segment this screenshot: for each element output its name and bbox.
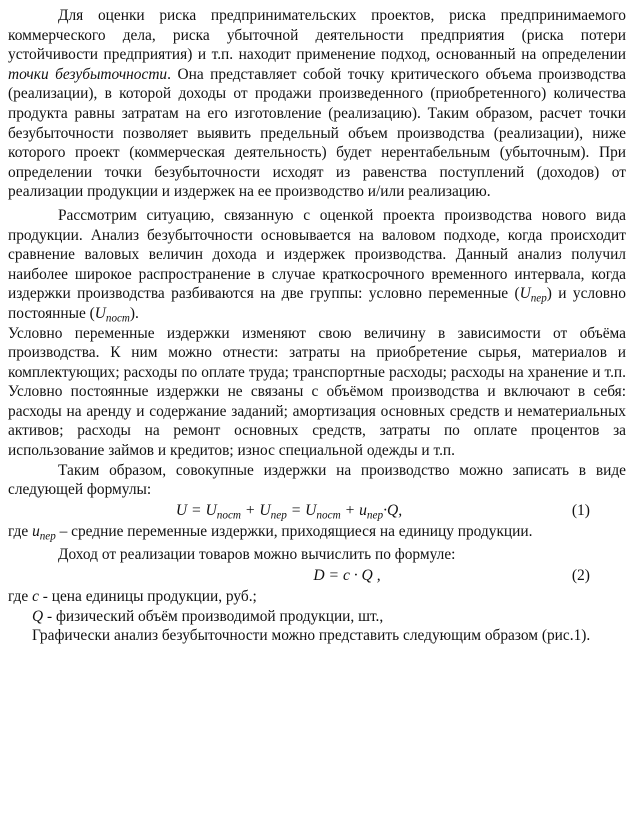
symbol-u-const: $U_{пост}$ bbox=[94, 304, 130, 325]
paragraph-graphic: Графически анализ безубыточности можно представить следующим образом (рис.1). bbox=[32, 627, 591, 645]
paragraph-where-u: где $u_{пер}$ – средние переменные издержки, приходящиеся на единицу продукции. bbox=[8, 522, 533, 543]
formula-1-expression: $U = U_{пост} + U_{пер} = U_{пост} + u_{пер}\cdot Q$, bbox=[175, 501, 403, 522]
formula-2-number: (2) bbox=[571, 567, 590, 585]
paragraph-breakeven-intro: Для оценки риска предпринимательских проектов, риска предпринимаемого коммерческого дела, риска убыточной деятельности предприятия (риска потери устойчивости предприятия) и т.п. находит применение подход, основанный на определении точки безубыточности. Она представляет собой точку критического объема производства (реализации), в которой доходы от продажи произведенного (приобретенного) количества продукта равны затратам на его изготовление (реализацию). Таким образом, расчет точки безубыточности позволяет выявить предельный объем производства (реализации), ниже которого проект (коммерческая деятельность) будет нерентабельным (убыточным). При определении точки безубыточности исходят из равенства поступлений (доходов) от реализации продукции и издержек на ее производство и/или реализацию. bbox=[8, 7, 627, 201]
term-breakeven-point: точки безубыточности bbox=[8, 65, 168, 83]
paragraph-variable-costs: Условно переменные издержки изменяют свою величину в зависимости от объёма производства. К ним можно отнести: затраты на приобретение сырья, материалов и комплектующих; расходы по оплате труда; транспортные расходы; расходы на хранение и т.п. Условно постоянные издержки не связаны с объёмом производства и включают в себя: расходы на аренду и содержание заданий; амортизация основных средств и нематериальных активов; расходы на ремонт основных средств, затраты по оплате процентов за использование займов и кредитов; износ специальной одежды и т.п. bbox=[8, 324, 626, 460]
formula-total-costs bbox=[8, 500, 626, 522]
formula-1-number: (1) bbox=[571, 501, 590, 519]
formula-income bbox=[8, 565, 626, 587]
paragraph-situation: Рассмотрим ситуацию, связанную с оценкой проекта производства нового вида продукции. Анализ безубыточности основывается на валовом подходе, когда происходит сравнение валовых величин дохода и издержек производства. Данный анализ получил наиболее широкое распространение в случае краткосрочного временного интервала, когда издержки производства разбиваются на две группы: условно переменные $(U_{пер})$ и условно постоянные $(U_{пост})$. bbox=[8, 206, 626, 325]
paragraph-total-costs: Таким образом, совокупные издержки на производство можно записать в виде следующей формулы: bbox=[8, 461, 626, 499]
paragraph-where-c: где с - цена единицы продукции, руб.; bbox=[8, 588, 257, 606]
paragraph-where-q: Q - физический объём производимой продукции, шт., bbox=[32, 607, 384, 625]
formula-2-expression: D = c · Q , bbox=[313, 567, 381, 585]
symbol-u-var: $U_{пер}$ bbox=[519, 285, 547, 305]
paragraph-income: Доход от реализации товаров можно вычислить по формуле: bbox=[58, 546, 456, 564]
